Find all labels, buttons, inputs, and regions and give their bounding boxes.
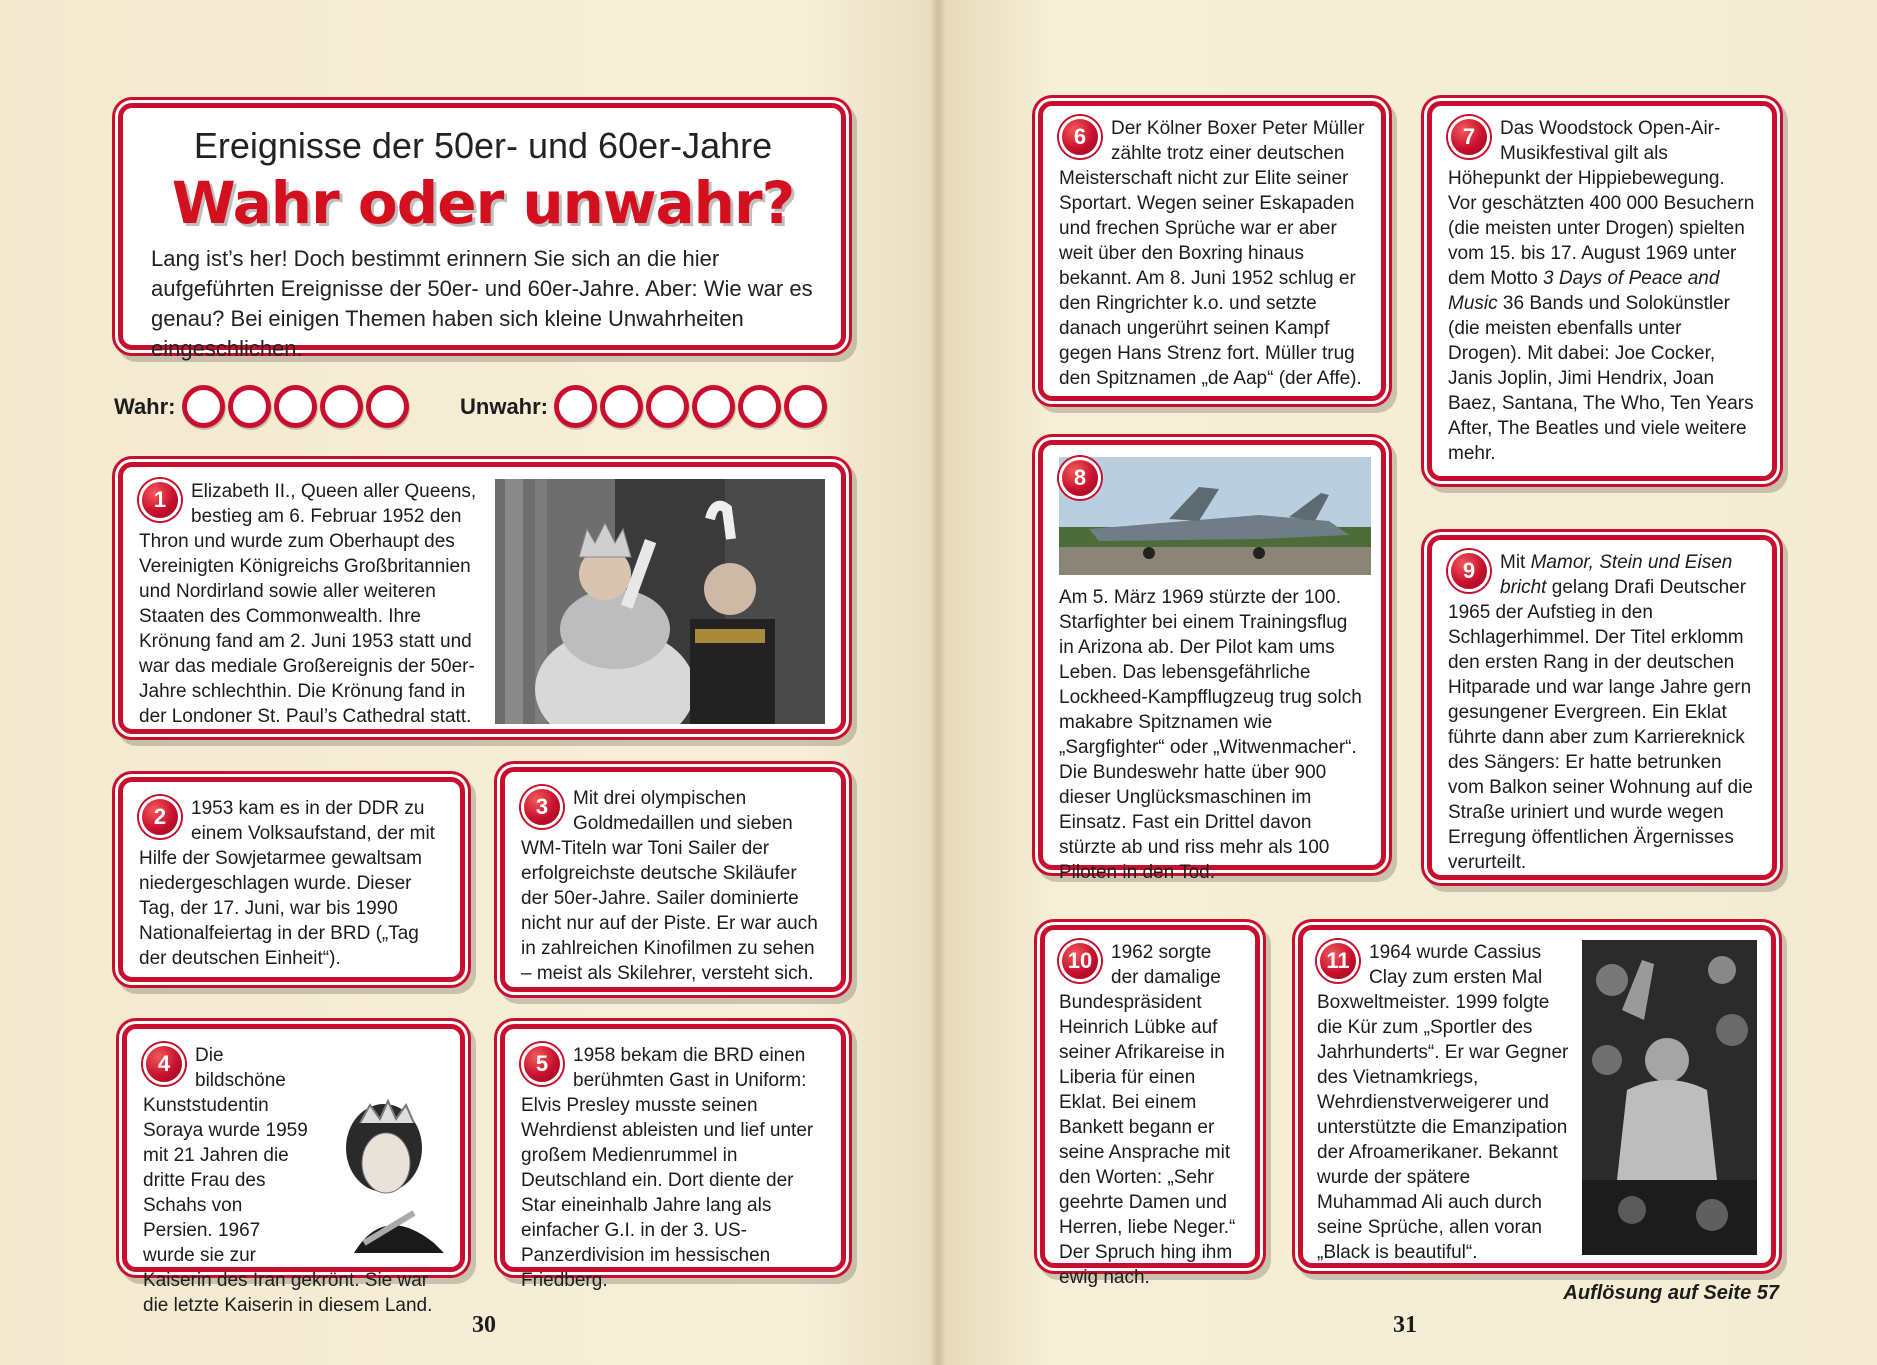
header-subtitle: Ereignisse der 50er- und 60er-Jahre <box>193 125 773 166</box>
true-circle[interactable] <box>366 385 409 428</box>
item-text-part: Mit <box>1500 552 1526 573</box>
false-rating <box>460 385 830 428</box>
item-number-badge: 7 <box>1448 116 1490 158</box>
soraya-portrait <box>324 1093 444 1260</box>
item-box-10 <box>1040 925 1260 1288</box>
true-circle[interactable] <box>228 385 271 428</box>
false-circle[interactable] <box>738 385 781 428</box>
item-text: Elizabeth II., Queen aller Queens, bestieg am 6. Februar 1952 den Thron und wurde zum Oberhaupt des Vereinigten Königreichs Großbritannien und Nordirland sowie aller weiteren Staaten des Commonwealth. Ihre Krönung fand am 2. Juni 1953 statt und war das mediale Großereignis der 50er-Jahre schlechthin. Die Krönung fand in der Londoner St. Paul’s Cathedral statt. <box>139 481 477 727</box>
false-label: Unwahr: <box>460 393 548 419</box>
page-number-left: 30 <box>472 1312 496 1338</box>
queen-photo <box>495 479 825 731</box>
item-box-4 <box>122 1024 465 1316</box>
item-number-badge: 6 <box>1059 116 1101 158</box>
item-text-italic: Mamor, Stein und Eisen bricht <box>1500 552 1733 598</box>
true-label: Wahr: <box>114 393 176 419</box>
item-text: Der Kölner Boxer Peter Müller zählte trotz einer deutschen Meisterschaft nicht zur Elite seiner Sportart. Wegen seiner Eskapaden und frechen Sprüche war er aber weit über den Boxring hinaus bekannt. Am 8. Juni 1952 schlug er den Ringrichter k.o. und setzte danach ungerührt seinen Kampf gegen Hans Strenz fort. Müller trug den Spitznamen „de Aap“ (der Affe). <box>1059 118 1365 389</box>
item-number-badge: 4 <box>143 1043 185 1085</box>
item-number-badge: 10 <box>1059 940 1101 982</box>
ali-photo <box>1582 940 1757 1262</box>
item-box-9 <box>1427 535 1777 880</box>
item-number-badge: 1 <box>139 479 181 521</box>
solution-note: Auflösung auf Seite 57 <box>1563 1282 1779 1304</box>
false-circle[interactable] <box>692 385 735 428</box>
false-circle[interactable] <box>646 385 689 428</box>
item-number-badge: 11 <box>1317 940 1359 982</box>
item-number-badge: 2 <box>139 796 181 838</box>
item-box-6 <box>1038 101 1386 401</box>
item-box-7 <box>1427 101 1777 481</box>
starfighter-photo <box>1059 457 1365 575</box>
item-text: Die bildschöne Kunststudentin Soraya wurde 1959 mit 21 Jahren die dritte Frau des Schahs von Persien. 1967 wurde sie zur Kaiserin des Iran gekrönt. Sie war die letzte Kaiserin in diesem Land. <box>143 1045 433 1316</box>
item-number-badge: 5 <box>521 1043 563 1085</box>
page-number-right: 31 <box>1393 1312 1417 1338</box>
item-box-11 <box>1298 925 1776 1268</box>
item-text-part: gelang Drafi Deutscher 1965 der Aufstieg in den Schlagerhimmel. Der Titel erklomm den ersten Rang in der deutschen Hitparade und war lange Jahre gern gesungener Evergreen. Ein Eklat führte dann aber zum Karriereknick des Sängers: Er hatte betrunken vom Balkon seiner Wohnung auf die Straße uriniert und wurde wegen Erregung öffentlichen Ärgernisses verurteilt. <box>1448 577 1753 873</box>
item-box-8 <box>1038 440 1386 883</box>
item-text: 1964 wurde Cassius Clay zum ersten Mal Boxweltmeister. 1999 folgte die Kür zum „Sportler des Jahrhunderts“. Er war Gegner des Vietnamkriegs, Wehrdienstverweigerer und unterstützte die Emanzipation der Afroamerikaner. Bekannt wurde der spätere Muhammad Ali auch durch seine Sprüche, allen voran „Black is beautiful“. <box>1317 942 1569 1263</box>
true-circle[interactable] <box>320 385 363 428</box>
item-text: 1962 sorgte der damalige Bundespräsident Heinrich Lübke auf seiner Afrikareise in Liberia für einen Eklat. Bei einem Bankett begann er seine Ansprache mit den Worten: „Sehr geehrte Damen und Herren, liebe Neger.“ Der Spruch hing ihm ewig nach. <box>1059 942 1236 1288</box>
item-text-part: Das Woodstock Open-Air-Musikfestival gilt als Höhepunkt der Hippiebewegung. Vor geschätzten 400 000 Besuchern (die meisten unter Drogen) spielten vom 15. bis 17. August 1969 unter dem Motto <box>1448 118 1755 289</box>
item-number-badge: 8 <box>1059 457 1101 499</box>
false-circle[interactable] <box>784 385 827 428</box>
item-text-part: 36 Bands und Solokünstler (die meisten ebenfalls unter Drogen). Mit dabei: Joe Cocker, Janis Joplin, Jimi Hendrix, Joan Baez, Santana, The Who, Ten Years After, The Beatles und viele weitere mehr. <box>1448 293 1754 464</box>
item-box-2 <box>118 777 465 982</box>
item-text: Mit drei olympischen Goldmedaillen und sieben WM-Titeln war Toni Sailer der erfolgreichste deutsche Skiläufer der 50er-Jahre. Sailer dominierte nicht nur auf der Piste. Er war auch in zahlreichen Kinofilmen zu sehen – meist als Skilehrer, versteht sich. <box>521 788 818 984</box>
page-title: Wahr oder unwahr? <box>171 169 795 237</box>
item-box-3 <box>500 767 846 992</box>
item-text-italic: 3 Days of Peace and Music <box>1448 268 1720 314</box>
item-text: 1958 bekam die BRD einen berühmten Gast in Uniform: Elvis Presley musste seinen Wehrdienst ableisten und lief unter großem Medienrummel in Deutschland ein. Dort diente der Star eineinhalb Jahre lang als einfacher G.I. in der 3. US-Panzerdivision im hessischen Friedberg. <box>521 1045 814 1291</box>
true-rating <box>114 385 412 428</box>
item-text: 1953 kam es in der DDR zu einem Volksaufstand, der mit Hilfe der Sowjetarmee gewaltsam niedergeschlagen wurde. Dieser Tag, der 17. Juni, war bis 1990 Nationalfeiertag in der BRD („Tag der deutschen Einheit“). <box>139 798 435 969</box>
item-text: Am 5. März 1969 stürzte der 100. Starfighter bei einem Trainingsflug in Arizona ab. Der Pilot kam ums Leben. Das lebensgefährliche Lockheed-Kampfflugzeug trug solch makabre Spitznamen wie „Sargfighter“ oder „Witwenmacher“. Die Bundeswehr hatte über 900 dieser Unglücksmaschinen im Einsatz. Fast ein Drittel davon stürzte ab und riss mehr als 100 Piloten in den Tod. <box>1059 587 1362 883</box>
false-circle[interactable] <box>600 385 643 428</box>
item-number-badge: 3 <box>521 786 563 828</box>
item-box-5 <box>500 1024 846 1291</box>
true-circle[interactable] <box>182 385 225 428</box>
false-circle[interactable] <box>554 385 597 428</box>
true-circle[interactable] <box>274 385 317 428</box>
item-number-badge: 9 <box>1448 550 1490 592</box>
header-box <box>118 103 846 361</box>
item-box-1 <box>118 462 846 734</box>
item-text <box>1448 116 1756 466</box>
header-intro: Lang ist’s her! Doch bestimmt erinnern Sie sich an die hier aufgeführten Ereignisse der 50er- und 60er-Jahre. Aber: Wie war es genau? Bei einigen Themen haben sich kleine Unwahrheiten eingeschlichen. <box>151 246 813 361</box>
item-text <box>1448 550 1756 875</box>
book-spine <box>930 0 946 1365</box>
